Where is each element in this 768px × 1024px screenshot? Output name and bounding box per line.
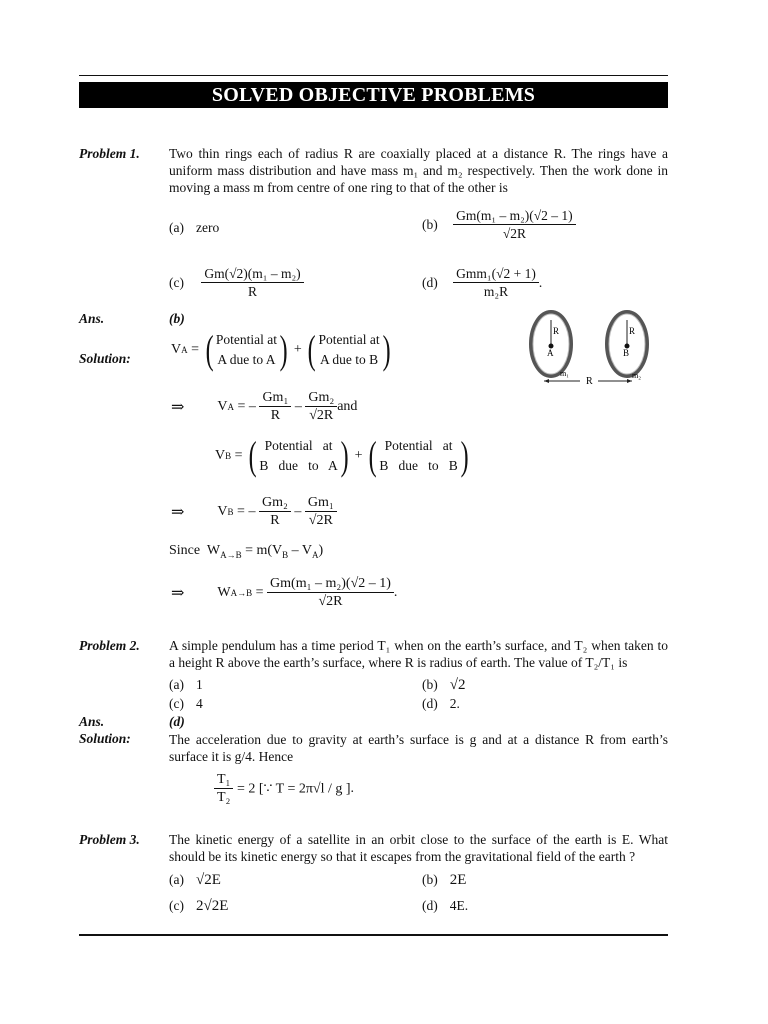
work-result: ⇒ WA→B = $\frac{\text{Gm(m₁ – m₂)(√2 – 1)}}{√2R}$ . [171,576,398,609]
p1-option-b-fraction: $\frac{\text{Gm(m₁ – m₂)(√2 – 1)}}{√2R}$ [453,207,576,243]
p2-option-b: (b) √2 [422,677,466,693]
problem-2-label: Problem 2. [79,638,140,653]
distance-label: R [586,376,593,387]
problem-1-label: Problem 1. [79,146,140,161]
va-equation: VA = ( Potential at A due to A ) + ( Potential at A due to B ) [171,327,391,372]
p1-option-d: (d) $\frac{\text{Gmm₁(√2 + 1)}}{\text{m₂R}}$ . [422,266,543,299]
p1-option-d-fraction: $\frac{\text{Gmm₁(√2 + 1)}}{\text{m₂R}}$ [453,265,539,301]
p3-option-c: (c) 2√2E [169,898,229,914]
p2-ratio-equation: $\frac{\text{T₁}}{\text{T₂}}$ = 2 [∵ T = 2π√l / g ]. [214,771,354,807]
p2-solution-label: Solution: [79,731,131,746]
va-term-1: Potential at A due to A [215,332,277,367]
vb-result: ⇒ VB = – $\frac{\text{Gm₂}}{R}$ – $\frac{\text{Gm₁}}{√2R}$ [171,494,337,530]
point-a-label: A [547,348,554,358]
p1-option-c: (c) $\frac{\text{Gm(√2)(m₁ – m₂)}}{R}$ [169,265,304,301]
rings-figure [520,308,670,390]
p1-answer: (b) [169,311,185,326]
mass-1-label: m₁ [560,369,570,378]
p2-option-d: (d) 2. [422,696,460,711]
p2-answer: (d) [169,714,185,729]
p2-option-a: (a) 1 [169,677,203,692]
p3-option-d: (d) 4E. [422,898,469,913]
p1-solution-label: Solution: [79,351,131,366]
problem-1-text: Two thin rings each of radius R are coaxially placed at a distance R. The rings have a uniform mass distribution and have mass m₁ and m₂ respectively. Then the work done in moving a mass m from centre of one ring to that of the other is [169,146,668,195]
p1-option-c-fraction: $\frac{\text{Gm(√2)(m₁ – m₂)}}{R}$ [201,265,303,301]
section-banner: SOLVED OBJECTIVE PROBLEMS [79,82,668,108]
p2-solution-text: The acceleration due to gravity at earth’s surface is g and at a distance R from earth’s surface it is g/4. Hence [169,732,668,764]
vb-term-2: Potential at B due to B [379,438,458,473]
p1-option-a: (a) zero [169,220,220,235]
p3-option-b: (b) 2E [422,872,467,888]
va-result: ⇒ VA = – $\frac{\text{Gm₁}}{R}$ – $\frac{\text{Gm₂}}{√2R}$ and [171,390,358,423]
work-definition: Since $W_{A\to B} = m(V_B - V_A)$ [169,543,324,560]
p2-ans-label: Ans. [79,714,105,729]
p1-option-b: (b) $\frac{\text{Gm(m₁ – m₂)(√2 – 1)}}{√2R}$ [422,207,576,243]
p2-option-c: (c) 4 [169,696,203,711]
mass-2-label: m₂ [632,371,642,380]
va-term-2: Potential at A due to B [318,332,380,367]
top-rule [79,75,668,76]
p1-ans-label: Ans. [79,311,105,326]
problem-3-label: Problem 3. [79,832,140,847]
vb-term-1: Potential at B due to A [259,438,338,473]
p3-option-a: (a) √2E [169,872,221,888]
problem-2-text: A simple pendulum has a time period T₁ when on the earth’s surface, and T₂ when taken to a height R above the earth’s surface, where R is radius of earth. The value of T₂/T₁ is [169,638,668,670]
point-b-label: B [623,348,630,358]
ring-2-radius-label: R [629,326,636,336]
problem-3-text: The kinetic energy of a satellite in an orbit close to the surface of the earth is E. What should be its kinetic energy so that it escapes from the gravitational field of the earth ? [169,832,668,864]
vb-equation: VB = ( Potential at B due to A) + ( Potential at B due to B) [215,433,469,478]
ring-1-radius-label: R [553,326,560,336]
bottom-rule [79,934,668,936]
